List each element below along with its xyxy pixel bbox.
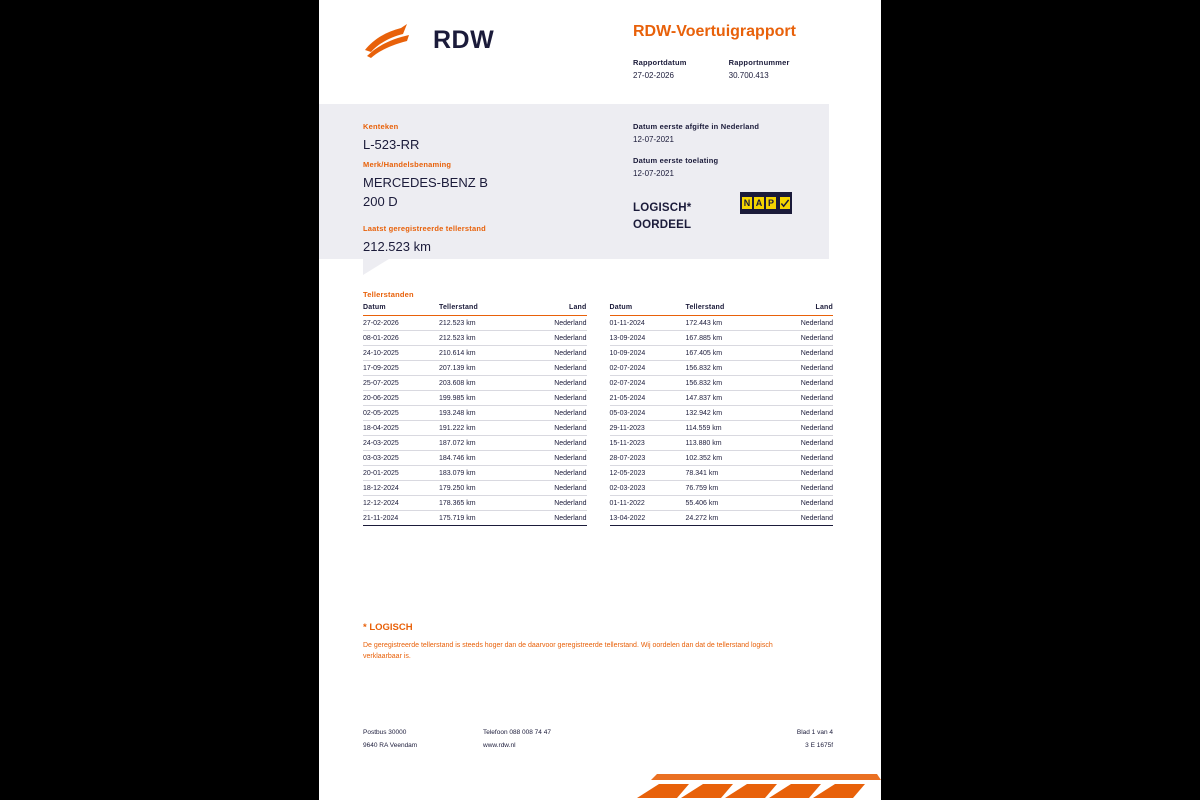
table-row — [363, 406, 587, 421]
column-header-date: Datum — [363, 304, 439, 316]
panel-notch — [363, 259, 389, 275]
cell-date: 21-11-2024 — [363, 511, 439, 526]
cell-country: Nederland — [515, 331, 587, 346]
report-date-value: 27-02-2026 — [633, 71, 674, 80]
make-value-second-line: 200 D — [363, 193, 398, 209]
nap-letter-n: N — [743, 197, 751, 208]
make-label: Merk/Handelsbenaming — [363, 160, 452, 169]
cell-country: Nederland — [761, 391, 833, 406]
cell-odometer: 184.746 km — [439, 451, 515, 466]
page-footer — [363, 726, 833, 752]
rdw-logo — [363, 20, 494, 60]
footer-address-line-1: Postbus 30000 — [363, 729, 407, 736]
cell-country: Nederland — [761, 496, 833, 511]
table-row — [610, 436, 834, 451]
footer-form-code: 3 E 1675f — [805, 742, 833, 749]
cell-date: 05-03-2024 — [610, 406, 686, 421]
table-row — [363, 376, 587, 391]
nap-letter-p: P — [767, 197, 774, 208]
rdw-wordmark: RDW — [433, 25, 495, 54]
table-row — [610, 421, 834, 436]
nap-logo-badge — [740, 192, 792, 214]
cell-odometer: 191.222 km — [439, 421, 515, 436]
table-row — [610, 481, 834, 496]
cell-date: 27-02-2026 — [363, 316, 439, 331]
first-admission-value: 12-07-2021 — [633, 169, 674, 178]
cell-country: Nederland — [761, 421, 833, 436]
table-row — [363, 436, 587, 451]
plate-label: Kenteken — [363, 122, 399, 131]
cell-country: Nederland — [761, 451, 833, 466]
cell-odometer: 156.832 km — [685, 376, 761, 391]
cell-country: Nederland — [515, 451, 587, 466]
table-row — [610, 331, 834, 346]
footer-address — [363, 726, 483, 752]
cell-odometer: 178.365 km — [439, 496, 515, 511]
cell-country: Nederland — [761, 361, 833, 376]
cell-country: Nederland — [515, 316, 587, 331]
cell-odometer: 175.719 km — [439, 511, 515, 526]
footnote-title: * LOGISCH — [363, 622, 413, 633]
cell-odometer: 76.759 km — [685, 481, 761, 496]
table-row — [610, 406, 834, 421]
vehicle-report-page — [319, 0, 881, 800]
table-row — [363, 466, 587, 481]
cell-date: 08-01-2026 — [363, 331, 439, 346]
odometer-section — [363, 290, 833, 526]
cell-date: 29-11-2023 — [610, 421, 686, 436]
report-meta — [633, 58, 790, 80]
cell-date: 12-12-2024 — [363, 496, 439, 511]
cell-country: Nederland — [515, 481, 587, 496]
cell-country: Nederland — [515, 361, 587, 376]
column-header-date: Datum — [610, 304, 686, 316]
column-header-odometer: Tellerstand — [685, 304, 761, 316]
footer-website: www.rdw.nl — [483, 742, 516, 749]
cell-date: 02-03-2023 — [610, 481, 686, 496]
footer-pagination — [733, 726, 833, 752]
first-admission-label: Datum eerste toelating — [633, 156, 719, 165]
cell-country: Nederland — [515, 466, 587, 481]
first-nl-registration-value: 12-07-2021 — [633, 135, 674, 144]
cell-date: 02-07-2024 — [610, 361, 686, 376]
nap-letter-a: A — [755, 197, 763, 208]
table-row — [610, 466, 834, 481]
checkmark-icon — [780, 197, 790, 209]
cell-country: Nederland — [761, 406, 833, 421]
cell-country: Nederland — [761, 481, 833, 496]
vehicle-summary-panel — [319, 104, 829, 259]
table-row — [363, 421, 587, 436]
table-row — [363, 316, 587, 331]
table-header-row — [610, 304, 834, 316]
table-row — [363, 481, 587, 496]
table-row — [363, 346, 587, 361]
plate-field — [363, 122, 419, 155]
column-header-country: Land — [761, 304, 833, 316]
cell-country: Nederland — [761, 346, 833, 361]
cell-country: Nederland — [515, 421, 587, 436]
cell-date: 20-06-2025 — [363, 391, 439, 406]
cell-country: Nederland — [515, 376, 587, 391]
table-row — [363, 496, 587, 511]
cell-odometer: 132.942 km — [685, 406, 761, 421]
table-row — [363, 391, 587, 406]
footer-phone: Telefoon 088 008 74 47 — [483, 729, 551, 736]
footnote-block — [363, 622, 813, 663]
first-nl-registration-label: Datum eerste afgifte in Nederland — [633, 122, 760, 131]
footer-page-number: Blad 1 van 4 — [796, 729, 833, 736]
cell-odometer: 156.832 km — [685, 361, 761, 376]
verdict-line-1: LOGISCH* — [633, 202, 692, 214]
cell-odometer: 193.248 km — [439, 406, 515, 421]
table-row — [610, 451, 834, 466]
table-row — [610, 391, 834, 406]
cell-date: 20-01-2025 — [363, 466, 439, 481]
cell-country: Nederland — [761, 376, 833, 391]
cell-odometer: 114.559 km — [685, 421, 761, 436]
table-row — [610, 496, 834, 511]
cell-country: Nederland — [515, 406, 587, 421]
cell-country: Nederland — [515, 511, 587, 526]
report-number-block — [729, 58, 790, 80]
cell-odometer: 199.985 km — [439, 391, 515, 406]
cell-date: 17-09-2025 — [363, 361, 439, 376]
cell-date: 12-05-2023 — [610, 466, 686, 481]
table-row — [610, 361, 834, 376]
nap-letters — [742, 197, 790, 209]
cell-odometer: 172.443 km — [685, 316, 761, 331]
cell-date: 24-10-2025 — [363, 346, 439, 361]
cell-date: 15-11-2023 — [610, 436, 686, 451]
report-number-label: Rapportnummer — [728, 58, 790, 67]
table-header-row — [363, 304, 587, 316]
first-admission-field — [633, 156, 718, 178]
cell-date: 03-03-2025 — [363, 451, 439, 466]
cell-date: 28-07-2023 — [610, 451, 686, 466]
cell-date: 10-09-2024 — [610, 346, 686, 361]
cell-odometer: 167.885 km — [685, 331, 761, 346]
cell-odometer: 55.406 km — [685, 496, 761, 511]
cell-date: 18-04-2025 — [363, 421, 439, 436]
cell-date: 21-05-2024 — [610, 391, 686, 406]
last-odometer-value: 212.523 km — [363, 239, 431, 254]
cell-country: Nederland — [515, 436, 587, 451]
report-date-label: Rapportdatum — [633, 58, 687, 67]
footer-contact — [483, 726, 733, 752]
footer-swoosh-icon — [637, 772, 881, 800]
cell-country: Nederland — [761, 511, 833, 526]
table-row — [610, 376, 834, 391]
make-value: MERCEDES-BENZ B — [363, 175, 488, 190]
cell-odometer: 24.272 km — [685, 511, 761, 526]
last-odometer-field — [363, 224, 486, 257]
table-row — [363, 361, 587, 376]
cell-odometer: 147.837 km — [685, 391, 761, 406]
cell-country: Nederland — [761, 316, 833, 331]
odometer-section-title: Tellerstanden — [363, 290, 414, 299]
cell-date: 24-03-2025 — [363, 436, 439, 451]
table-row — [610, 346, 834, 361]
report-number-value: 30.700.413 — [728, 71, 769, 80]
cell-country: Nederland — [515, 346, 587, 361]
cell-country: Nederland — [515, 496, 587, 511]
cell-country: Nederland — [761, 331, 833, 346]
cell-odometer: 113.880 km — [685, 436, 761, 451]
table-row — [363, 451, 587, 466]
cell-odometer: 183.079 km — [439, 466, 515, 481]
cell-date: 02-05-2025 — [363, 406, 439, 421]
cell-country: Nederland — [761, 466, 833, 481]
column-header-country: Land — [515, 304, 587, 316]
report-title: RDW-Voertuigrapport — [633, 23, 796, 40]
cell-odometer: 203.608 km — [439, 376, 515, 391]
table-row — [363, 331, 587, 346]
cell-date: 13-09-2024 — [610, 331, 686, 346]
cell-odometer: 207.139 km — [439, 361, 515, 376]
cell-date: 25-07-2025 — [363, 376, 439, 391]
make-field — [363, 160, 488, 212]
cell-country: Nederland — [761, 436, 833, 451]
odometer-table-left — [363, 304, 587, 526]
cell-odometer: 212.523 km — [439, 316, 515, 331]
cell-date: 01-11-2022 — [610, 496, 686, 511]
verdict-text — [633, 200, 691, 233]
cell-odometer: 179.250 km — [439, 481, 515, 496]
odometer-table-right — [610, 304, 834, 526]
table-row — [610, 511, 834, 526]
plate-value: L-523-RR — [363, 137, 420, 152]
table-row — [610, 316, 834, 331]
first-nl-registration-field — [633, 122, 759, 144]
rdw-swoosh-icon — [363, 20, 423, 60]
table-row — [363, 511, 587, 526]
cell-country: Nederland — [515, 391, 587, 406]
cell-odometer: 187.072 km — [439, 436, 515, 451]
cell-odometer: 210.614 km — [439, 346, 515, 361]
cell-odometer: 78.341 km — [685, 466, 761, 481]
verdict-line-2: OORDEEL — [633, 218, 692, 231]
cell-odometer: 212.523 km — [439, 331, 515, 346]
footnote-text: De geregistreerde tellerstand is steeds hoger dan de daarvoor geregistreerde tellerstand. Wij oordelen dan dat de tellerstand logisch verklaarbaar is. — [363, 642, 773, 660]
cell-date: 02-07-2024 — [610, 376, 686, 391]
cell-date: 13-04-2022 — [610, 511, 686, 526]
cell-odometer: 167.405 km — [685, 346, 761, 361]
cell-odometer: 102.352 km — [685, 451, 761, 466]
report-header — [319, 0, 881, 104]
cell-date: 01-11-2024 — [610, 316, 686, 331]
column-header-odometer: Tellerstand — [439, 304, 515, 316]
cell-date: 18-12-2024 — [363, 481, 439, 496]
report-date-block — [633, 58, 687, 80]
footer-address-line-2: 9640 RA Veendam — [363, 742, 418, 749]
last-odometer-label: Laatst geregistreerde tellerstand — [363, 224, 486, 233]
